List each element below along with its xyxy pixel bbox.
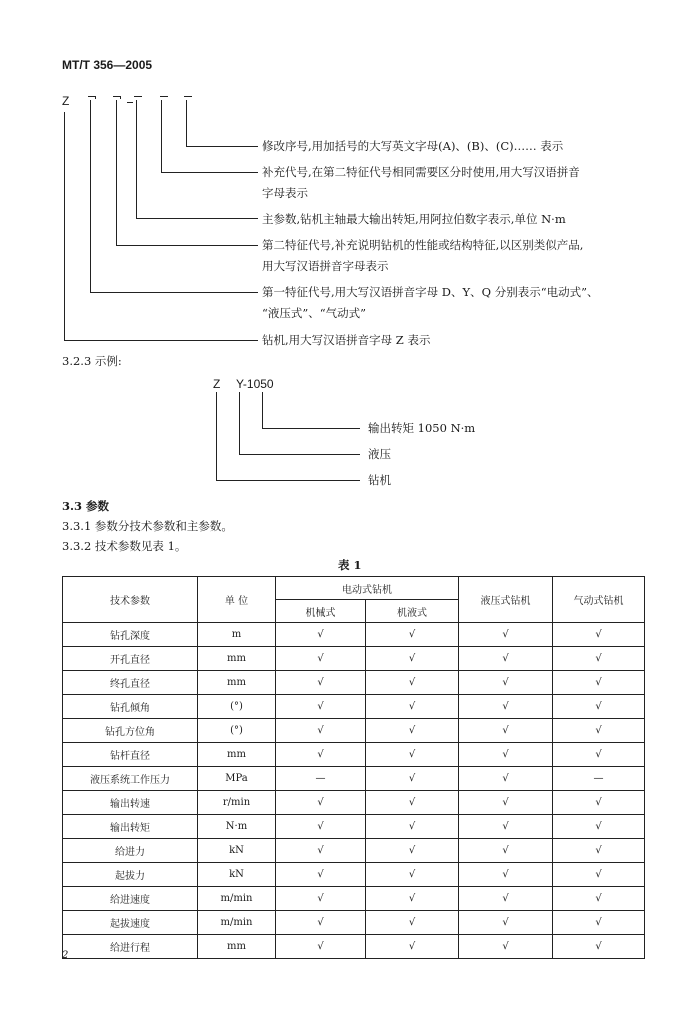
table-cell: √: [276, 815, 366, 839]
table-cell: √: [459, 671, 553, 695]
table-cell: 开孔直径: [63, 647, 198, 671]
table-row: [63, 647, 645, 671]
table-cell: √: [366, 647, 459, 671]
table-cell: √: [459, 623, 553, 647]
table-cell: √: [553, 743, 645, 767]
table-cell: 钻孔方位角: [63, 719, 198, 743]
table-cell: √: [459, 647, 553, 671]
table-cell: √: [366, 863, 459, 887]
table-cell: kN: [198, 863, 276, 887]
table-cell: √: [366, 767, 459, 791]
table-cell: √: [276, 623, 366, 647]
table-cell: r/min: [198, 791, 276, 815]
table-cell: √: [553, 839, 645, 863]
table-row: [63, 887, 645, 911]
table-cell: √: [276, 839, 366, 863]
table-cell: 起拔速度: [63, 911, 198, 935]
header-unit: 单 位: [198, 577, 276, 623]
table-row: [63, 623, 645, 647]
table-cell: mm: [198, 743, 276, 767]
table-cell: √: [276, 671, 366, 695]
table-cell: √: [553, 719, 645, 743]
header-electric: 电动式钻机: [276, 577, 459, 600]
table-cell: √: [553, 911, 645, 935]
table-cell: √: [276, 647, 366, 671]
table-cell: √: [553, 863, 645, 887]
table-cell: MPa: [198, 767, 276, 791]
table-cell: —: [553, 767, 645, 791]
example-label-hydraulic: 液压: [368, 447, 391, 461]
table-cell: 给进行程: [63, 935, 198, 959]
code-label-revision: 修改序号,用加括号的大写英文字母(A)、(B)、(C)…… 表示: [262, 139, 564, 153]
table-row: [63, 911, 645, 935]
table-cell: m/min: [198, 887, 276, 911]
table-cell: kN: [198, 839, 276, 863]
page-number: 2: [62, 950, 69, 961]
table-cell: √: [276, 695, 366, 719]
table-row: [63, 695, 645, 719]
example-label-torque: 输出转矩 1050 N·m: [368, 421, 476, 435]
table-cell: √: [459, 815, 553, 839]
table-row: [63, 719, 645, 743]
table-cell: √: [459, 887, 553, 911]
table-cell: 液压系统工作压力: [63, 767, 198, 791]
table-cell: (°): [198, 695, 276, 719]
table-row: [63, 839, 645, 863]
table-cell: m/min: [198, 911, 276, 935]
table-cell: 输出转速: [63, 791, 198, 815]
table-cell: 终孔直径: [63, 671, 198, 695]
table-cell: √: [366, 671, 459, 695]
header-hydraulic: 液压式钻机: [459, 577, 553, 623]
table-cell: √: [553, 935, 645, 959]
table-cell: √: [459, 791, 553, 815]
example-code-z: Z: [213, 377, 221, 391]
example-heading: 3.2.3 示例:: [62, 354, 122, 368]
table-cell: √: [459, 695, 553, 719]
table-cell: √: [459, 839, 553, 863]
table-cell: √: [366, 743, 459, 767]
table-cell: m: [198, 623, 276, 647]
table-cell: 给进速度: [63, 887, 198, 911]
code-label-supplement: 补充代号,在第二特征代号相同需要区分时使用,用大写汉语拼音: [262, 165, 580, 179]
table-cell: √: [366, 887, 459, 911]
table-row: [63, 935, 645, 959]
table-cell: 钻孔倾角: [63, 695, 198, 719]
table-cell: √: [366, 791, 459, 815]
table-cell: mm: [198, 647, 276, 671]
header-mechanical: 机械式: [276, 600, 366, 623]
table-cell: 起拔力: [63, 863, 198, 887]
table-cell: √: [366, 839, 459, 863]
table-cell: √: [276, 863, 366, 887]
table-cell: √: [553, 647, 645, 671]
code-label-main-param: 主参数,钻机主轴最大输出转矩,用阿拉伯数字表示,单位 N·m: [262, 212, 566, 226]
table-cell: —: [276, 767, 366, 791]
parameters-table: [62, 576, 645, 959]
example-code-rest: Y-1050: [236, 377, 274, 391]
header-param: 技术参数: [63, 577, 198, 623]
section-3-3-heading: 3.3 参数: [62, 499, 110, 513]
table-cell: √: [366, 935, 459, 959]
table-cell: mm: [198, 671, 276, 695]
section-3-3-1: 3.3.1 参数分技术参数和主参数。: [62, 519, 233, 533]
table-row: [63, 671, 645, 695]
table-cell: N·m: [198, 815, 276, 839]
table-cell: √: [553, 671, 645, 695]
table-cell: √: [276, 935, 366, 959]
table-cell: (°): [198, 719, 276, 743]
code-label-supplement-cont: 字母表示: [262, 186, 308, 200]
table-cell: √: [366, 911, 459, 935]
table-cell: √: [366, 719, 459, 743]
table-cell: mm: [198, 935, 276, 959]
table-row: [63, 815, 645, 839]
table-cell: √: [276, 743, 366, 767]
code-label-second-feature-cont: 用大写汉语拼音字母表示: [262, 259, 389, 273]
code-letter-z: Z: [62, 94, 70, 108]
example-label-drill: 钻机: [368, 473, 391, 487]
table-cell: √: [553, 623, 645, 647]
table-cell: √: [276, 719, 366, 743]
table-row: [63, 743, 645, 767]
table-cell: √: [276, 887, 366, 911]
table-cell: √: [459, 767, 553, 791]
header-mech-hydraulic: 机液式: [366, 600, 459, 623]
table-cell: √: [459, 935, 553, 959]
code-label-second-feature: 第二特征代号,补充说明钻机的性能或结构特征,以区别类似产品,: [262, 238, 584, 252]
table-cell: √: [276, 911, 366, 935]
table-row: [63, 791, 645, 815]
table-cell: √: [459, 863, 553, 887]
table-cell: 输出转矩: [63, 815, 198, 839]
table-cell: √: [366, 623, 459, 647]
table-row: [63, 767, 645, 791]
code-label-first-feature: 第一特征代号,用大写汉语拼音字母 D、Y、Q 分别表示“电动式”、: [262, 285, 599, 299]
table-caption: 表 1: [338, 558, 362, 572]
header-pneumatic: 气动式钻机: [553, 577, 645, 623]
table-cell: √: [553, 791, 645, 815]
table-cell: √: [553, 695, 645, 719]
section-3-3-2: 3.3.2 技术参数见表 1。: [62, 539, 187, 553]
code-label-drill: 钻机,用大写汉语拼音字母 Z 表示: [262, 333, 431, 347]
standard-number: MT/T 356—2005: [62, 58, 153, 72]
table-cell: √: [366, 695, 459, 719]
table-cell: √: [553, 887, 645, 911]
table-cell: √: [459, 743, 553, 767]
table-cell: √: [553, 815, 645, 839]
table-cell: √: [366, 815, 459, 839]
table-cell: √: [459, 719, 553, 743]
table-cell: 钻孔深度: [63, 623, 198, 647]
table-cell: 给进力: [63, 839, 198, 863]
table-cell: 钻杆直径: [63, 743, 198, 767]
table-cell: √: [276, 791, 366, 815]
code-label-first-feature-cont: “液压式”、“气动式”: [262, 306, 367, 320]
table-cell: √: [459, 911, 553, 935]
table-row: [63, 863, 645, 887]
